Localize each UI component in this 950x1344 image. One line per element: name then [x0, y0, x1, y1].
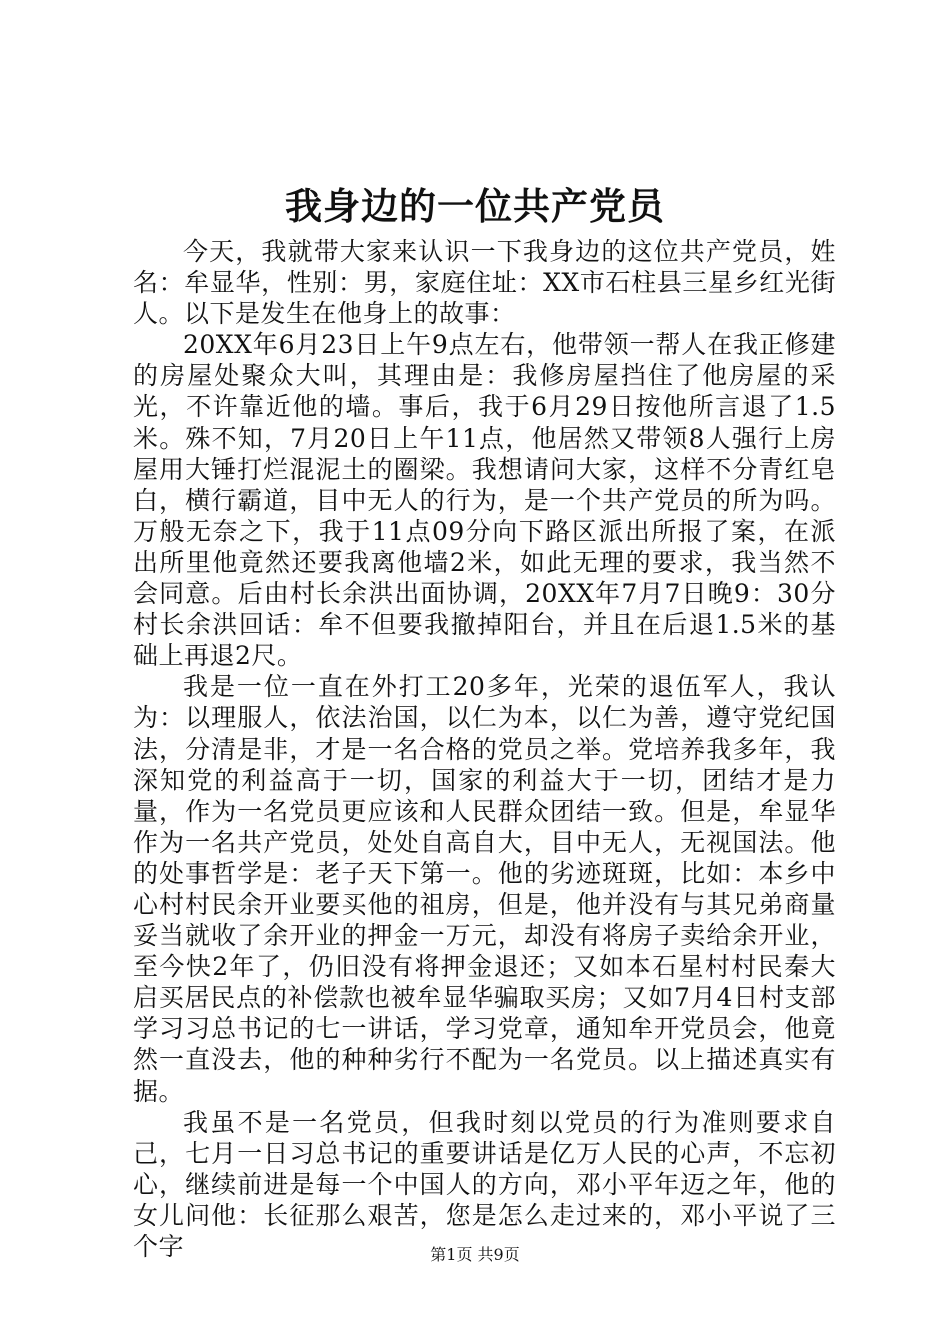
paragraph-intro: 今天，我就带大家来认识一下我身边的这位共产党员，姓名：牟显华，性别：男，家庭住址：XX市石柱县三星乡红光街人。以下是发生在他身上的故事：: [133, 237, 836, 329]
page-title: 我身边的一位共产党员: [285, 184, 665, 228]
paragraph-opinion: 我是一位一直在外打工20多年，光荣的退伍军人，我认为：以理服人，依法治国，以仁为本，以仁为善，遵守党纪国法，分清是非，才是一名合格的党员之举。党培养我多年，我深知党的利益高于一切，国家的利益大于一切，团结才是力量，作为一名党员更应该和人民群众团结一致。但是，牟显华作为一名共产党员，处处自高自大，目中无人，无视国法。他的处事哲学是：老子天下第一。他的劣迹斑斑，比如：本乡中心村村民余开业要买他的祖房，但是，他并没有与其兄弟商量妥当就收了余开业的押金一万元，却没有将房子卖给余开业，至今快2年了，仍旧没有将押金退还；又如本石星村村民秦大启买居民点的补偿款也被牟显华骗取买房；又如7月4日村支部学习习总书记的七一讲话，学习党章，通知牟开党员会，他竟然一直没去，他的种种劣行不配为一名党员。以上描述真实有据。: [133, 672, 836, 1106]
page-number: 第1页 共9页: [430, 1245, 520, 1264]
article-body: [133, 236, 836, 1262]
paragraph-incident: 20XX年6月23日上午9点左右，他带领一帮人在我正修建的房屋处聚众大叫，其理由是：我修房屋挡住了他房屋的采光，不许靠近他的墙。事后，我于6月29日按他所言退了1.5米。殊不知，7月20日上午11点，他居然又带领8人强行上房屋用大锤打烂混泥土的圈梁。我想请问大家，这样不分青红皂白，横行霸道，目中无人的行为，是一个共产党员的所为吗。万般无奈之下，我于11点09分向下路区派出所报了案，在派出所里他竟然还要我离他墙2米，如此无理的要求，我当然不会同意。后由村长余洪出面协调，20XX年7月7日晚9：30分村长余洪回话：牟不但要我撤掉阳台，并且在后退1.5米的基础上再退2尺。: [133, 330, 836, 671]
paragraph-closing: 我虽不是一名党员，但我时刻以党员的行为准则要求自己，七月一日习总书记的重要讲话是亿万人民的心声，不忘初心，继续前进是每一个中国人的方向，邓小平年迈之年，他的女儿问他：长征那么艰苦，您是怎么走过来的，邓小平说了三个字: [133, 1107, 836, 1261]
